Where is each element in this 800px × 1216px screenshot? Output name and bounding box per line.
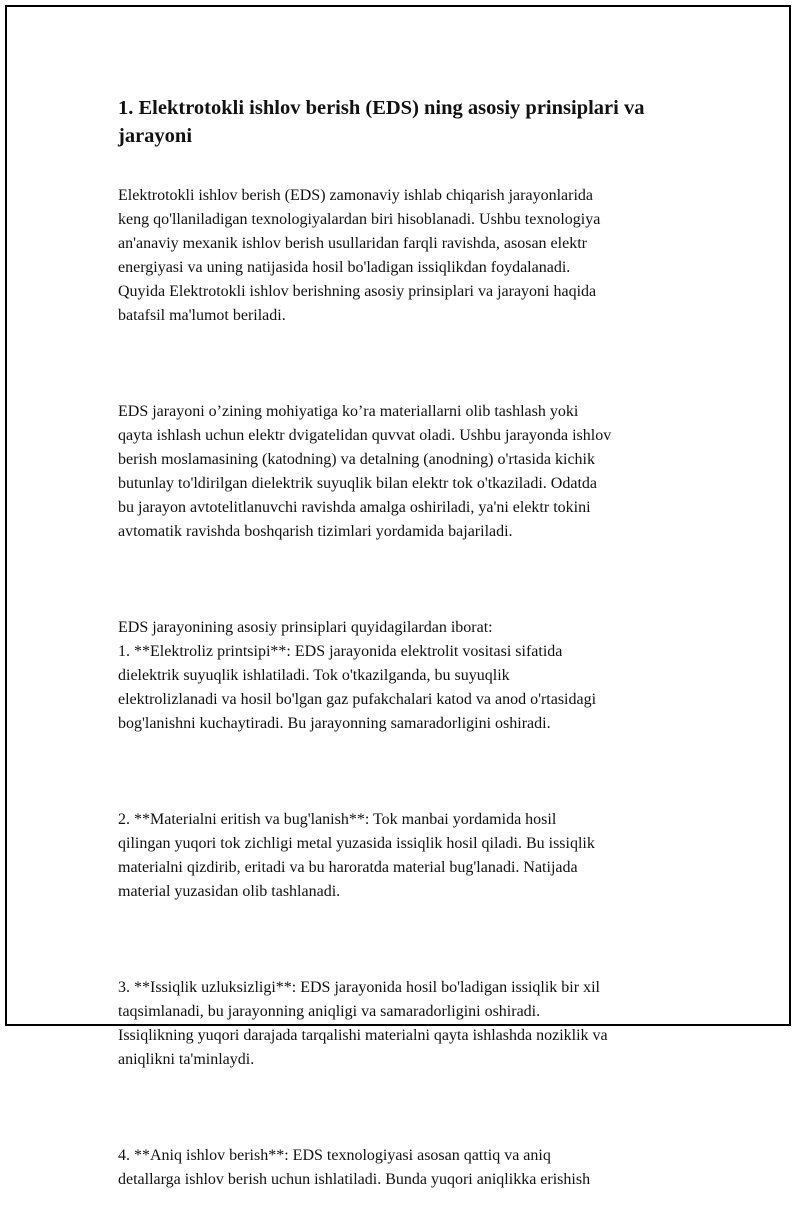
paragraph-gap (118, 568, 698, 592)
paragraph-principle-3: 3. **Issiqlik uzluksizligi**: EDS jarayonida hosil bo'ladigan issiqlik bir xil taqsimlanadi, bu jarayonning aniqligi va samaradorligini oshiradi. Issiqlikning yuqori darajada tarqalishi materialni qayta ishlashda noziklik va aniqlikni ta'minlaydi. (118, 979, 608, 1068)
paragraph-gap (118, 760, 698, 784)
paragraph-principle-4: 4. **Aniq ishlov berish**: EDS texnologiyasi asosan qattiq va aniq detallarga ishlov berish uchun ishlatiladi. Bunda yuqori aniqlikka erishish (118, 1147, 591, 1188)
paragraph-process: EDS jarayoni o’zining mohiyatiga ko’ra materiallarni olib tashlash yoki qayta ishlash uchun elektr dvigatelidan quvvat oladi. Ushbu jarayonda ishlov berish moslamasining (katodning) va detalning (anodning) o'rtasida kichik butunlay to'ldirilgan dielektrik suyuqlik bilan elektr tok o'tkaziladi. Odatda bu jarayon avtotelitlanuvchi ravishda amalga oshiriladi, ya'ni elektr tokini avtomatik ravishda boshqarish tizimlari yordamida bajariladi. (118, 403, 612, 540)
paragraph-gap (118, 928, 698, 952)
paragraph-gap (118, 1096, 698, 1120)
paragraph-intro: Elektrotokli ishlov berish (EDS) zamonaviy ishlab chiqarish jarayonlarida keng qo'llaniladigan texnologiyalardan biri hisoblanadi. Ushbu texnologiya an'anaviy mexanik ishlov berish usullaridan farqli ravishda, asosan elektr energiyasi va uning natijasida hosil bo'ladigan issiqlikdan foydalanadi. Quyida Elektrotokli ishlov berishning asosiy prinsiplari va jarayoni haqida batafsil ma'lumot beriladi. (118, 187, 601, 324)
text-block (118, 160, 698, 1216)
paragraph-gap (118, 352, 698, 376)
paragraph-principle-2: 2. **Materialni eritish va bug'lanish**: Tok manbai yordamida hosil qilingan yuqori tok zichligi metal yuzasida issiqlik hosil qiladi. Bu issiqlik materialni qizdirib, eritadi va bu haroratda material bug'lanadi. Natijada material yuzasidan olib tashlanadi. (118, 811, 595, 900)
document-body (118, 94, 698, 1216)
paragraph-principle-1: EDS jarayonining asosiy prinsiplari quyidagilardan iborat: 1. **Elektroliz printsipi**: EDS jarayonida elektrolit vositasi sifatida dielektrik suyuqlik ishlatiladi. Tok o'tkazilganda, bu suyuqlik elektrolizlanadi va hosil bo'lgan gaz pufakchalari katod va anod o'rtasidagi bog'lanishni kuchaytiradi. Bu jarayonning samaradorligini oshiradi. (118, 619, 597, 732)
section-heading: 1. Elektrotokli ishlov berish (EDS) ning asosiy prinsiplari va jarayoni (118, 97, 645, 147)
